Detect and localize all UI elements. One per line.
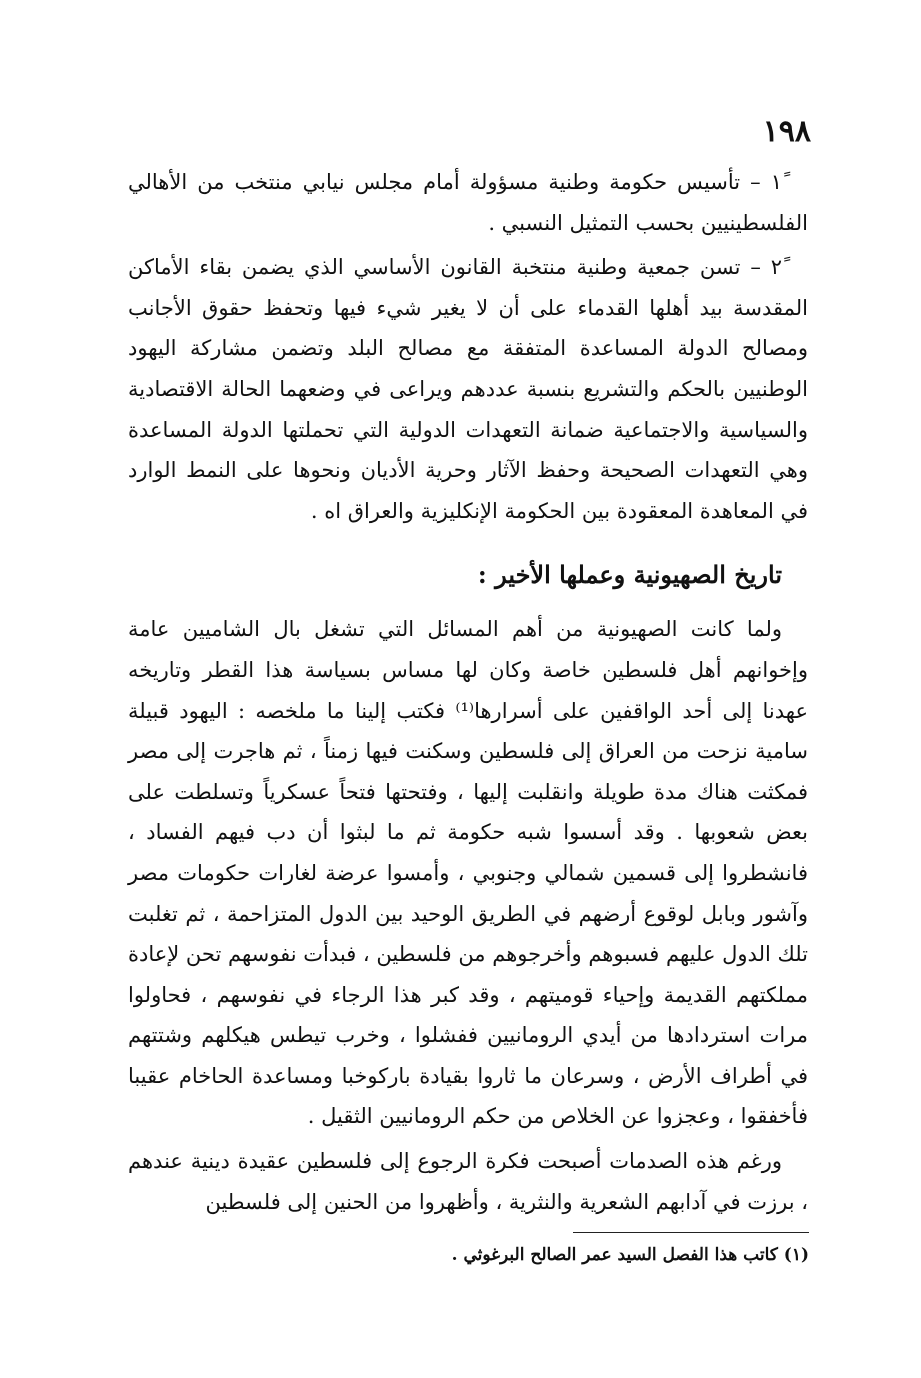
section-paragraph-2: ورغم هذه الصدمات أصبحت فكرة الرجوع إلى فلسطين عقيدة دينية عندهم ، برزت في آدابهم الشعرية والنثرية ، وأظهروا من الحنين إلى فلسطين — [128, 1149, 808, 1214]
page-body — [128, 162, 808, 1222]
section-paragraph-1: ولما كانت الصهيونية من أهم المسائل التي تشغل بال الشاميين عامة وإخوانهم أهل فلسطين خاصة وكان لها مساس بسياسة هذا القطر وتاريخه عهدنا إلى أحد الواقفين على أسرارها⁽¹⁾ فكتب إلينا ما ملخصه : اليهود قبيلة سامية نزحت من العراق إلى فلسطين وسكنت فيها زمناً ، ثم هاجرت إلى مصر فمكثت هناك مدة طويلة وانقلبت إليها ، وفتحتها فتحاً عسكرياً وتسلطت على بعض شعوبها . وقد أسسوا شبه حكومة ثم ما لبثوا أن دب فيهم الفساد ، فانشطروا إلى قسمين شمالي وجنوبي ، وأمسوا عرضة لغارات حكومات مصر وآشور وبابل لوقوع أرضهم في الطريق الوحيد بين الدول المتزاحمة ، ثم تغلبت تلك الدول عليهم فسبوهم وأخرجوهم من فلسطين ، فبدأت نفوسهم تحن لإعادة مملكتهم القديمة وإحياء قوميتهم ، وقد كبر هذا الرجاء في نفوسهم ، فحاولوا مرات استردادها من أيدي الرومانيين ففشلوا ، وخرب تيطس هيكلهم وشتتهم في أطراف الأرض ، وسرعان ما ثاروا بقيادة باركوخبا ومساعدة الحاخام عقيبا فأخفقوا ، وعجزوا عن الخلاص من حكم الرومانيين الثقيل . — [128, 617, 808, 1129]
section-heading: تاريخ الصهيونية وعملها الأخير : — [477, 560, 782, 590]
paragraph-item-1: ١ً – تأسيس حكومة وطنية مسؤولة أمام مجلس نيابي منتخب من الأهالي الفلسطينيين بحسب التمثيل النسبي . — [128, 170, 808, 235]
paragraph-item-2: ٢ً – تسن جمعية وطنية منتخبة القانون الأساسي الذي يضمن بقاء الأماكن المقدسة بيد أهلها القدماء على أن لا يغير شيء فيها وتحفظ حقوق الأجانب ومصالح الدولة المساعدة المتفقة مع مصالح البلد وتضمن مشاركة اليهود الوطنيين بالحكم والتشريع بنسبة عددهم ويراعى في وضعهما الحالة الاقتصادية والسياسية والاجتماعية ضمانة التعهدات الدولية التي تحملتها الدولة المساعدة وهي التعهدات الصحيحة وحفظ الآثار وحرية الأديان ونحوها على النمط الوارد في المعاهدة المعقودة بين الحكومة الإنكليزية والعراق اه . — [128, 255, 808, 523]
footnote-divider — [573, 1232, 809, 1233]
page-number: ١٩٨ — [762, 114, 811, 149]
footnote: (١) كاتب هذا الفصل السيد عمر الصالح البرغوثي . — [451, 1245, 809, 1265]
